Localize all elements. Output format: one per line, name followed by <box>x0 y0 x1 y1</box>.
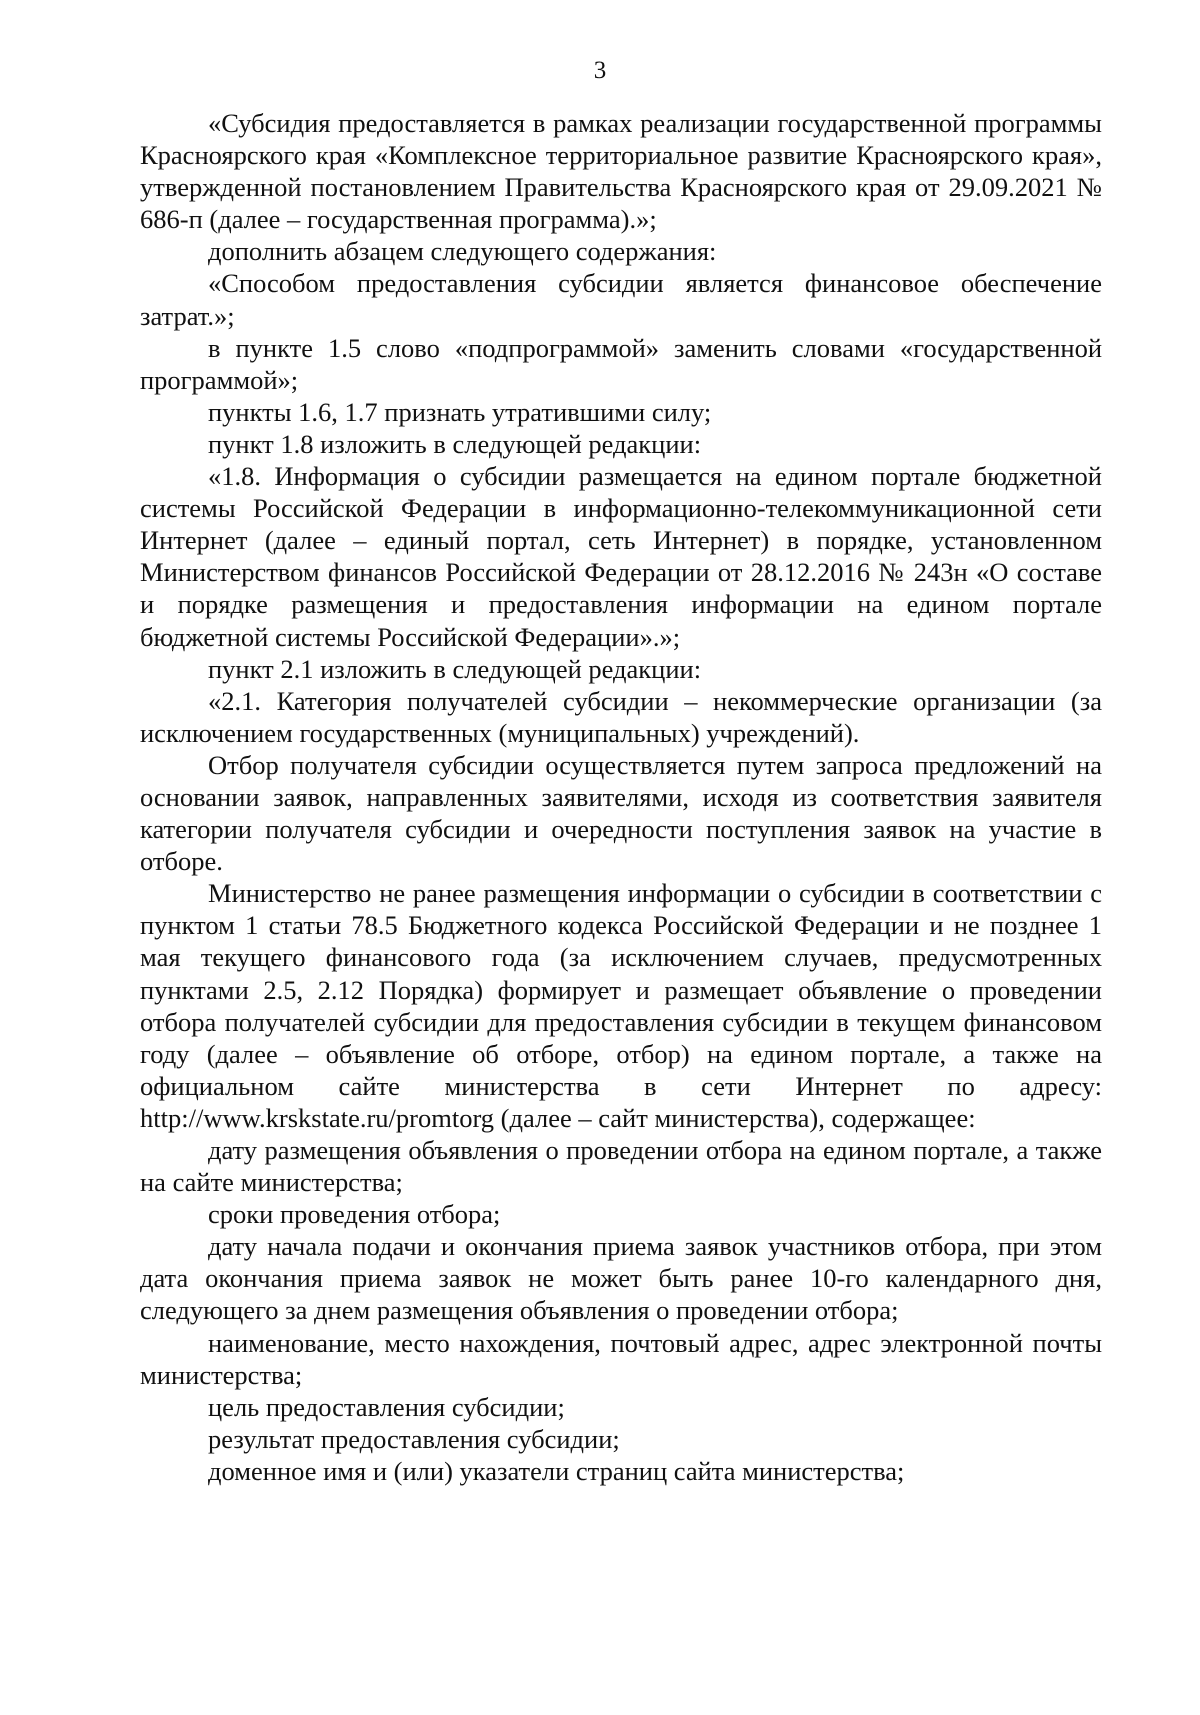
paragraph-subsidy-method: «Способом предоставления субсидии является финансовое обеспечение затрат.»; <box>140 268 1102 331</box>
paragraph-clause-1-5: в пункте 1.5 слово «подпрограммой» заменить словами «государственной программой»; <box>140 332 1102 395</box>
paragraph-ministry-announcement: Министерство не ранее размещения информации о субсидии в соответствии с пунктом 1 статьи 78.5 Бюджетного кодекса Российской Федерации и не позднее 1 мая текущего финансового года (за исключением случаев, предусмотренных пунктами 2.5, 2.12 Порядка) формирует и размещает объявление о проведении отбора получателей субсидии для предоставления субсидии в текущем финансовом году (далее – объявление об отборе, отбор) на едином портале, а также на официальном сайте министерства в сети Интернет по адресу: http://www.krskstate.ru/promtorg (далее – сайт министерства), содержащее: <box>140 878 1102 1133</box>
paragraph-clause-2-1-intro: пункт 2.1 изложить в следующей редакции: <box>208 653 702 684</box>
paragraph-selection: Отбор получателя субсидии осуществляется путем запроса предложений на основании заявок, направленных заявителями, исходя из соответствия заявителя категории получателя субсидии и очередности поступления заявок на участие в отборе. <box>140 749 1102 877</box>
paragraph-clause-1-8-text: «1.8. Информация о субсидии размещается на едином портале бюджетной системы Российской Федерации в информационно-телекоммуникационной сети Интернет (далее – единый портал, сеть Интернет) в порядке, установленном Министерством финансов Российской Федерации от 28.12.2016 № 243н «О составе и порядке размещения и предоставления информации на едином портале бюджетной системы Российской Федерации».»; <box>140 461 1102 652</box>
paragraph-announcement-date: дату размещения объявления о проведении отбора на едином портале, а также на сайте министерства; <box>140 1135 1102 1198</box>
paragraph-subsidy-program: «Субсидия предоставляется в рамках реализации государственной программы Красноярского края «Комплексное территориальное развитие Красноярского края», утвержденной постановлением Правительства Красноярского края от 29.09.2021 № 686-п (далее – государственная программа).»; <box>140 108 1102 235</box>
paragraph-clause-1-8-intro: пункт 1.8 изложить в следующей редакции: <box>208 428 702 459</box>
paragraph-domain-name: доменное имя и (или) указатели страниц сайта министерства; <box>208 1455 905 1486</box>
paragraph-add-clause: дополнить абзацем следующего содержания: <box>208 236 717 267</box>
paragraph-application-dates: дату начала подачи и окончания приема заявок участников отбора, при этом дата окончания приема заявок не может быть ранее 10-го календарного дня, следующего за днем размещения объявления о проведении отбора; <box>140 1231 1102 1326</box>
page-number: 3 <box>593 57 607 84</box>
paragraph-subsidy-result: результат предоставления субсидии; <box>208 1423 620 1454</box>
paragraph-selection-terms: сроки проведения отбора; <box>208 1199 501 1230</box>
paragraph-subsidy-goal: цель предоставления субсидии; <box>208 1391 565 1422</box>
paragraph-clause-2-1-text: «2.1. Категория получателей субсидии – некоммерческие организации (за исключением государственных (муниципальных) учреждений). <box>140 685 1102 748</box>
paragraph-clauses-1-6-1-7: пункты 1.6, 1.7 признать утратившими силу; <box>208 396 712 427</box>
paragraph-ministry-contacts: наименование, место нахождения, почтовый адрес, адрес электронной почты министерства; <box>140 1327 1102 1390</box>
document-body <box>140 107 1102 1487</box>
